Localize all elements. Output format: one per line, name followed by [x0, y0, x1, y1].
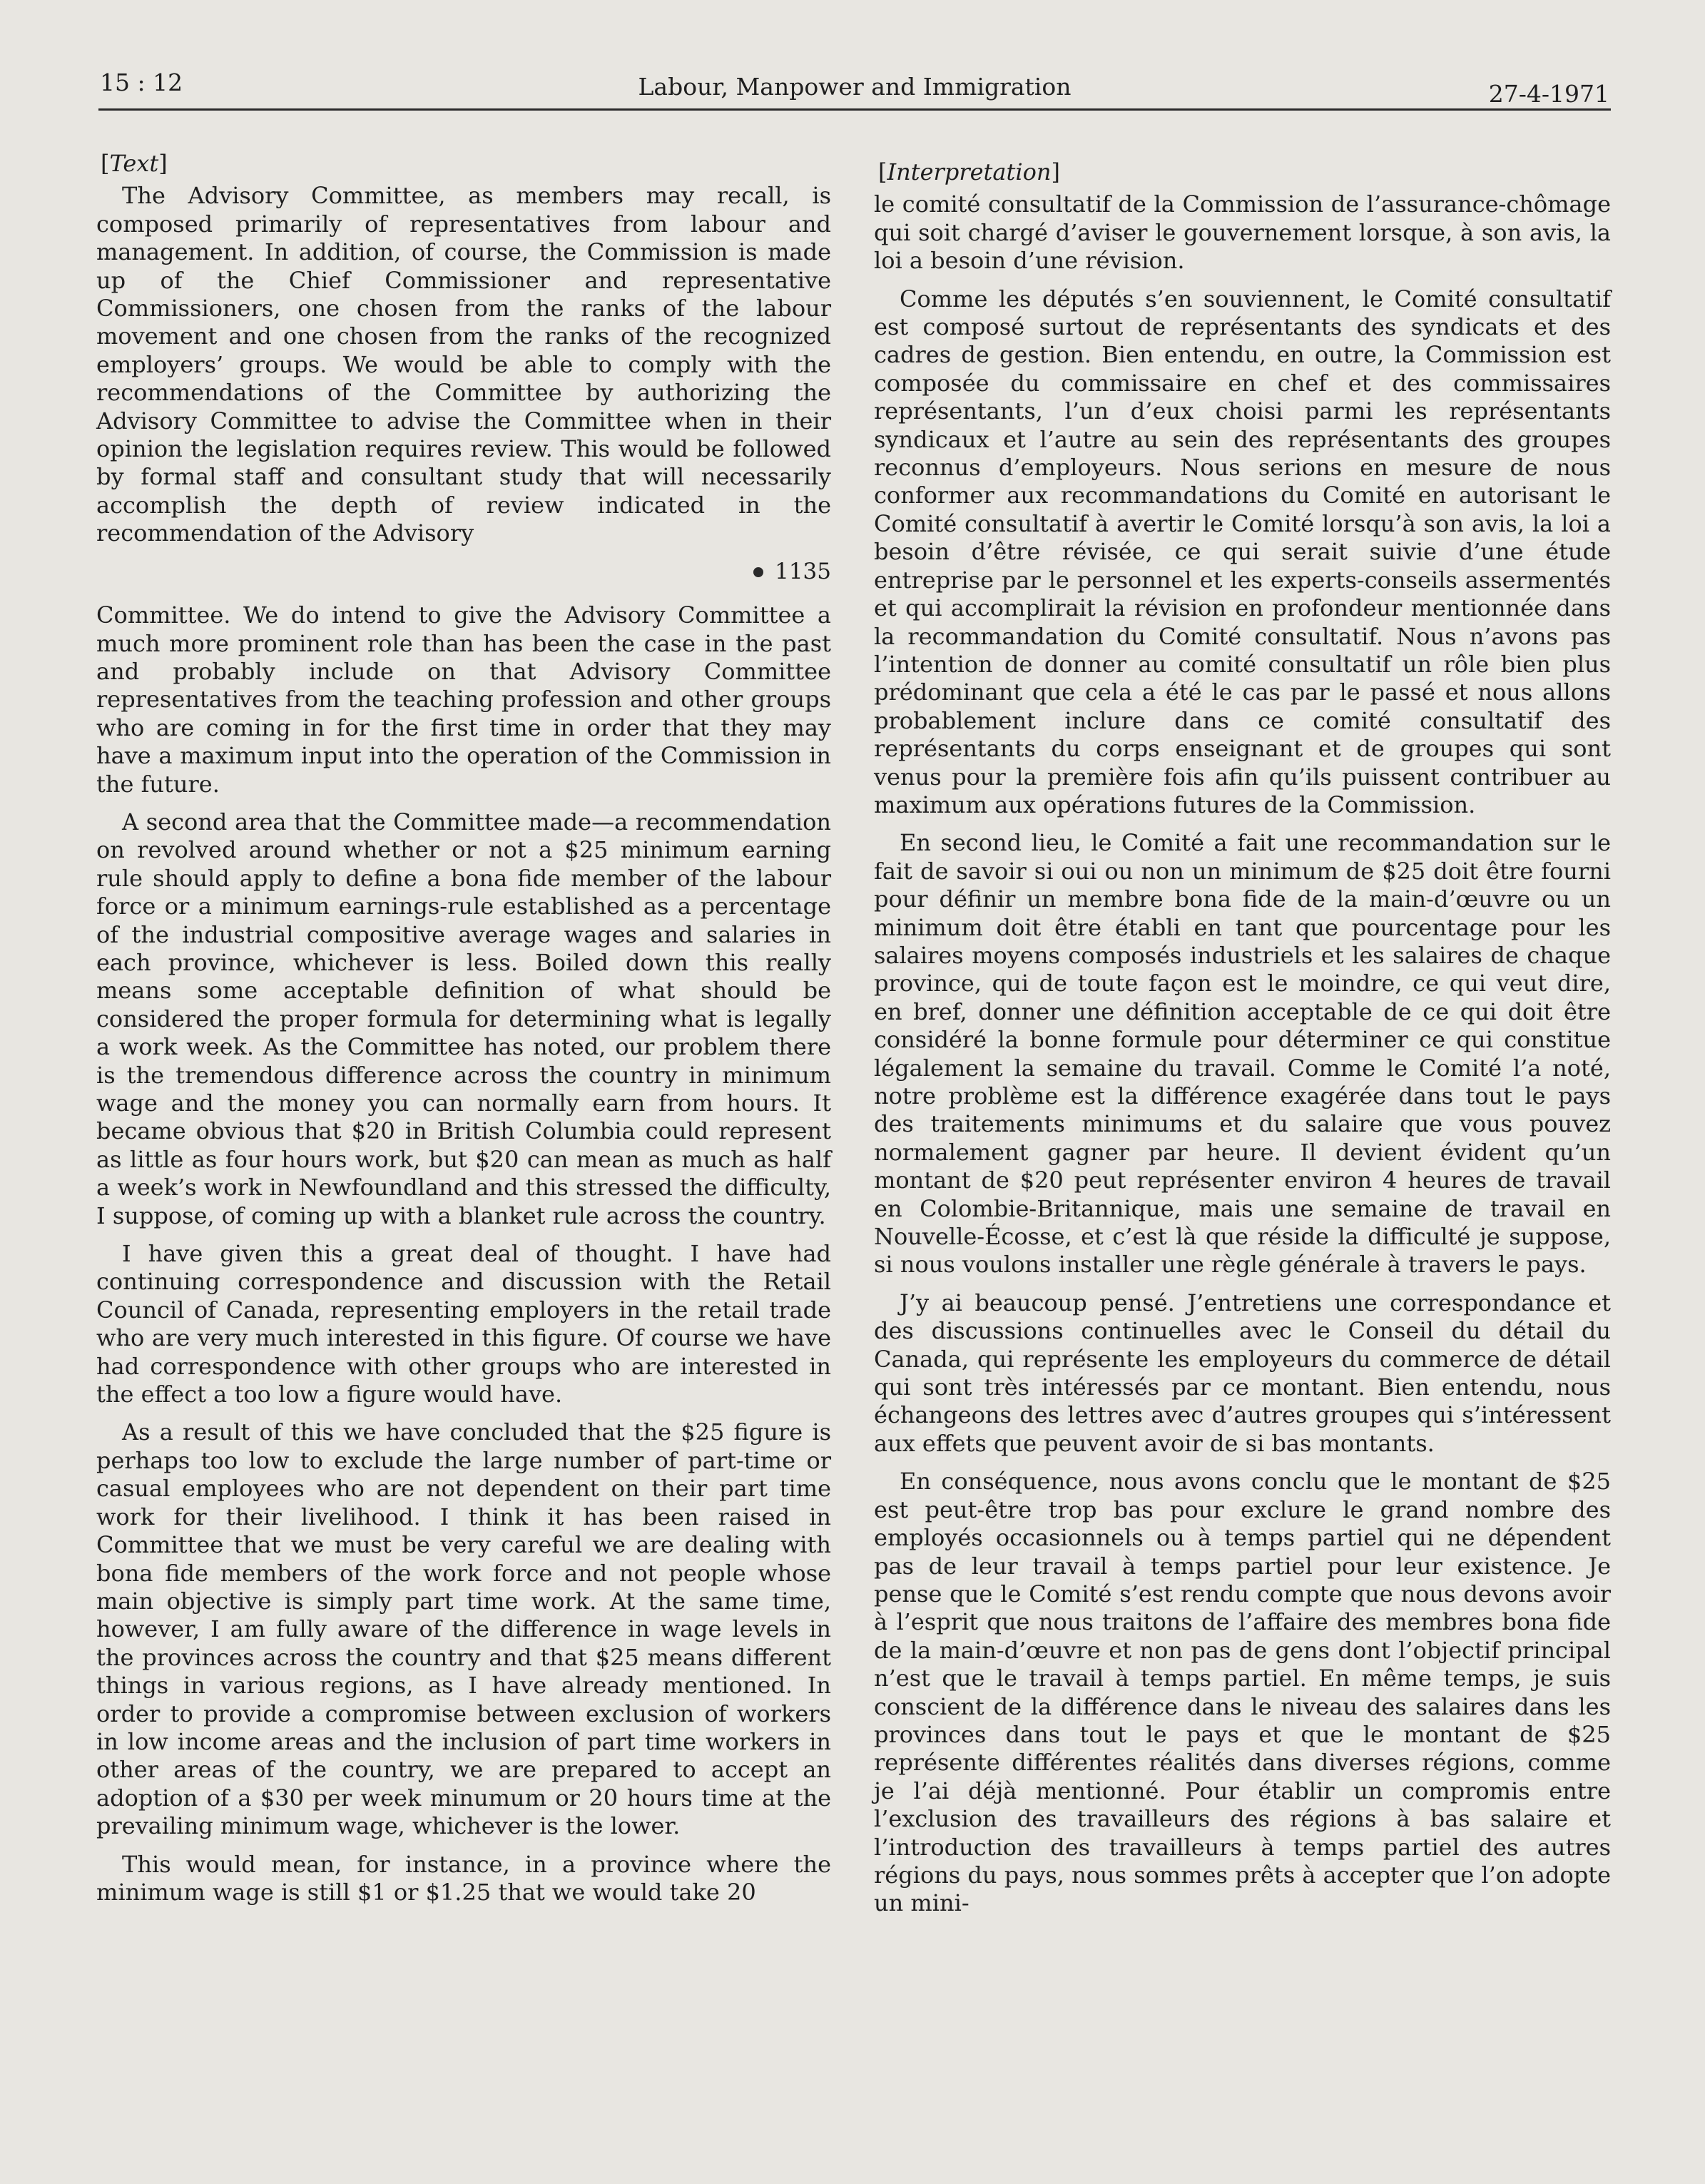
page-title: Labour, Manpower and Immigration [638, 73, 1072, 101]
paragraph: En second lieu, le Comité a fait une recommandation sur le fait de savoir si oui ou non un minimum de $25 doit être fourni pour définir un membre bona fide de la main-d’œuvre ou un minimum doit être établi en tant que pourcentage pour les salaires moyens composés industriels et les salaires de chaque province, qui de toute façon est le moindre, ce qui veut dire, en bref, donner une définition acceptable de ce qui doit être considéré la bonne formule pour déterminer ce qui constitue légalement la semaine du travail. Comme le Comité l’a noté, notre problème est la différence exagérée dans tout le pays des traitements minimums et du salaire que vous pouvez normalement gagner par heure. Il devient évident qu’un montant de $20 peut représenter environ 4 heures de travail en Colombie-Britannique, mais une semaine de travail en Nouvelle-Écosse, et c’est là que réside la difficulté je suppose, si nous voulons installer une règle générale à travers le pays. [874, 829, 1611, 1279]
column-label: [Interpretation] [878, 158, 1060, 186]
paragraph: Committee. We do intend to give the Advisory Committee a much more prominent role than has been the case in the past and probably include on that Advisory Committee representatives from the teaching profession and other groups who are coming in for the first time in order that they may have a maximum input into the operation of the Commission in the future. [96, 601, 831, 798]
paragraph: En conséquence, nous avons conclu que le montant de $25 est peut-être trop bas pour exclure le grand nombre des employés occasionnels ou à temps partiel qui ne dépendent pas de leur travail à temps partiel pour leur existence. Je pense que le Comité s’est rendu compte que nous devons avoir à l’esprit que nous traitons de l’affaire des membres bona fide de la main-d’œuvre et non pas de gens dont l’objectif principal n’est que le travail à temps partiel. En même temps, je suis conscient de la différence dans le niveau des salaires dans les provinces dans tout le pays et que le montant de $25 représente différentes réalités dans diverses régions, comme je l’ai déjà mentionné. Pour établir un compromis entre l’exclusion des travailleurs des régions à bas salaire et l’introduction des travailleurs à temps partiel des autres régions du pays, nous sommes prêts à accepter que l’on adopte un mini- [874, 1468, 1611, 1917]
time-marker-text: 1135 [775, 558, 831, 584]
bullet-icon [753, 567, 763, 577]
column-label-text: Text [109, 150, 159, 177]
paragraph: As a result of this we have concluded that the $25 figure is perhaps too low to exclude the large number of part-time or casual employees who are not dependent on their part time work for their livelihood. I think it has been raised in Committee that we must be very careful we are dealing with bona fide members of the work force and not people whose main objective is simply part time work. At the same time, however, I am fully aware of the difference in wage levels in the provinces across the country and that $25 means different things in various regions, as I have already mentioned. In order to provide a compromise between exclusion of workers in low income areas and the inclusion of part time workers in other areas of the country, we are prepared to accept an adoption of a $30 per week minumum or 20 hours time at the prevailing minimum wage, whichever is the lower. [96, 1418, 831, 1840]
page-header [98, 66, 1611, 111]
page-number: 15 : 12 [100, 68, 183, 96]
column-label-text: Interpretation [887, 158, 1052, 186]
paragraph: The Advisory Committee, as members may recall, is composed primarily of representatives from labour and management. In addition, of course, the Commission is made up of the Chief Commissioner and representative Commissioners, one chosen from the ranks of the labour movement and one chosen from the ranks of the recognized employers’ groups. We would be able to comply with the recommendations of the Committee by authorizing the Advisory Committee to advise the Committee when in their opinion the legislation requires review. This would be followed by formal staff and consultant study that will necessarily accomplish the depth of review indicated in the recommendation of the Advisory [96, 182, 831, 547]
column-label: [Text] [101, 150, 168, 177]
left-column [96, 150, 831, 1916]
time-marker [96, 558, 831, 586]
right-column [874, 158, 1611, 1928]
paragraph: I have given this a great deal of thought. I have had continuing correspondence and discussion with the Retail Council of Canada, representing employers in the retail trade who are very much interested in this figure. Of course we have had correspondence with other groups who are interested in the effect a too low a figure would have. [96, 1240, 831, 1408]
paragraph: A second area that the Committee made—a recommendation on revolved around whether or not a $25 minimum earning rule should apply to define a bona fide member of the labour force or a minimum earnings-rule established as a percentage of the industrial compositive average wages and salaries in each province, whichever is less. Boiled down this really means some acceptable definition of what should be considered the proper formula for determining what is legally a work week. As the Committee has noted, our problem there is the tremendous difference across the country in minimum wage and the money you can normally earn from hours. It became obvious that $20 in British Columbia could represent as little as four hours work, but $20 can mean as much as half a week’s work in Newfoundland and this stressed the difficulty, I suppose, of coming up with a blanket rule across the country. [96, 808, 831, 1229]
paragraph: Comme les députés s’en souviennent, le Comité consultatif est composé surtout de représentants des syndicats et des cadres de gestion. Bien entendu, en outre, la Commission est composée du commissaire en chef et des commissaires représentants, l’un d’eux choisi parmi les représentants syndicaux et l’autre au sein des représentants des groupes reconnus d’employeurs. Nous serions en mesure de nous conformer aux recommandations du Comité en autorisant le Comité consultatif à avertir le Comité lorsqu’à son avis, la loi a besoin d’être révisée, ce qui serait suivie d’une étude entreprise par le personnel et les experts-conseils assermentés et qui accomplirait la révision en profondeur mentionnée dans la recommandation du Comité consultatif. Nous n’avons pas l’intention de donner au comité consultatif un rôle bien plus prédominant que cela a été le cas par le passé et nous allons probablement inclure dans ce comité consultatif des représentants du corps enseignant et de groupes qui sont venus pour la première fois afin qu’ils puissent contribuer au maximum aux opérations futures de la Commission. [874, 285, 1611, 818]
paragraph: This would mean, for instance, in a province where the minimum wage is still $1 or $1.25 that we would take 20 [96, 1850, 831, 1906]
page-date: 27-4-1971 [1488, 80, 1609, 108]
paragraph: J’y ai beaucoup pensé. J’entretiens une correspondance et des discussions continuelles avec le Conseil du détail du Canada, qui représente les employeurs du commerce de détail qui sont très intéressés par ce montant. Bien entendu, nous échangeons des lettres avec d’autres groupes qui s’intéressent aux effets que peuvent avoir de si bas montants. [874, 1289, 1611, 1457]
paragraph: le comité consultatif de la Commission de l’assurance-chômage qui soit chargé d’aviser le gouvernement lorsque, à son avis, la loi a besoin d’une révision. [874, 191, 1611, 275]
